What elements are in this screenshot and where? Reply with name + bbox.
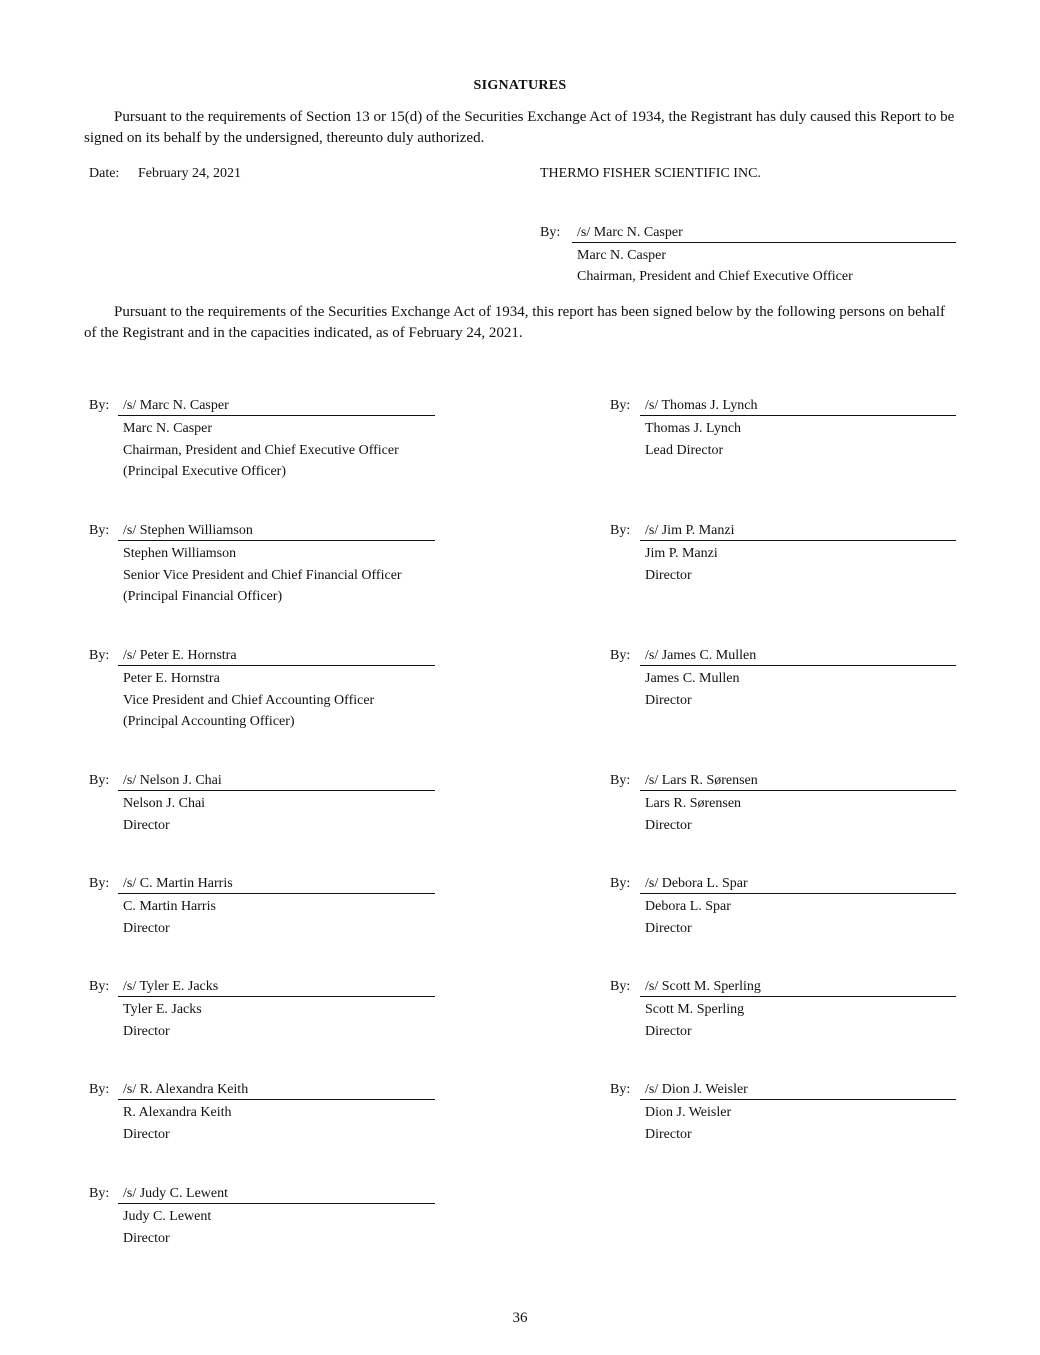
signer-title: Director <box>123 817 170 833</box>
signature-line <box>640 790 956 791</box>
signature-line <box>118 540 435 541</box>
signed-name: /s/ Jim P. Manzi <box>645 523 735 538</box>
second-paragraph: Pursuant to the requirements of the Securities Exchange Act of 1934, this report has been signed below by the following persons on behalf of the Registrant and in the capacities indicated, as of February 24, 2021. <box>84 304 946 341</box>
signer-name: Scott M. Sperling <box>645 1002 745 1017</box>
signature-line <box>118 893 435 894</box>
signature-line <box>118 1099 435 1100</box>
by-label: By: <box>89 648 110 663</box>
signer-name: Nelson J. Chai <box>123 796 206 811</box>
signed-name: /s/ Lars R. Sørensen <box>645 773 758 788</box>
signed-name: /s/ Tyler E. Jacks <box>123 979 219 994</box>
signer-name: R. Alexandra Keith <box>123 1105 232 1120</box>
signed-name: /s/ Marc N. Casper <box>123 398 229 413</box>
company-name: THERMO FISHER SCIENTIFIC INC. <box>540 166 761 181</box>
date-value: February 24, 2021 <box>138 166 242 181</box>
intro-paragraph: Pursuant to the requirements of Section 13 or 15(d) of the Securities Exchange Act of 1934, the Registrant has duly caused this Report to be signed on its behalf by the undersigned, thereunto duly authorized. <box>84 109 955 146</box>
signer-name: Marc N. Casper <box>123 421 213 436</box>
signer-name: James C. Mullen <box>645 671 740 686</box>
by-label: By: <box>89 876 110 891</box>
signed-name: /s/ R. Alexandra Keith <box>123 1082 249 1097</box>
signer-title: Director <box>645 692 692 708</box>
signer-title: Director <box>645 920 692 936</box>
signed-name: /s/ Nelson J. Chai <box>123 773 222 788</box>
by-label: By: <box>610 773 631 788</box>
signed-name: /s/ Scott M. Sperling <box>645 979 761 994</box>
signature-line <box>640 540 956 541</box>
by-label: By: <box>89 523 110 538</box>
signer-title: Lead Director <box>645 442 724 458</box>
signer-title: (Principal Financial Officer) <box>123 589 283 604</box>
signature-line <box>640 1099 956 1100</box>
signature-line <box>640 893 956 894</box>
signer-name: C. Martin Harris <box>123 899 216 914</box>
signer-name: Tyler E. Jacks <box>123 1002 202 1017</box>
signature-line <box>640 996 956 997</box>
by-label: By: <box>89 773 110 788</box>
by-label: By: <box>89 1082 110 1097</box>
by-label: By: <box>610 398 631 413</box>
signed-name: /s/ Dion J. Weisler <box>645 1082 748 1097</box>
company-signer-title: Chairman, President and Chief Executive Officer <box>577 269 853 284</box>
by-label: By: <box>610 648 631 663</box>
signer-name: Dion J. Weisler <box>645 1105 732 1120</box>
signer-title: Director <box>645 1023 692 1039</box>
signed-name: /s/ James C. Mullen <box>645 648 757 663</box>
signer-name: Peter E. Hornstra <box>123 671 220 686</box>
page-heading: SIGNATURES <box>473 78 567 93</box>
signature-line <box>118 665 435 666</box>
by-label: By: <box>610 876 631 891</box>
signer-title: Director <box>645 817 692 833</box>
signer-name: Thomas J. Lynch <box>645 421 742 436</box>
signer-name: Debora L. Spar <box>645 899 731 914</box>
signer-title: Vice President and Chief Accounting Officer <box>123 692 375 708</box>
company-by-label: By: <box>540 225 561 240</box>
signature-line <box>640 415 956 416</box>
signature-line <box>118 1203 435 1204</box>
signed-name: /s/ Debora L. Spar <box>645 876 748 891</box>
signer-title: Director <box>123 920 170 936</box>
signature-line <box>118 996 435 997</box>
signer-name: Lars R. Sørensen <box>645 796 742 811</box>
signer-title: (Principal Accounting Officer) <box>123 714 295 729</box>
signer-title: Director <box>123 1126 170 1142</box>
signer-title: Director <box>123 1023 170 1039</box>
by-label: By: <box>610 979 631 994</box>
signed-name: /s/ C. Martin Harris <box>123 876 233 891</box>
signer-title: Chairman, President and Chief Executive Officer <box>123 442 399 458</box>
signer-title: Director <box>645 567 692 583</box>
signer-name: Jim P. Manzi <box>645 546 718 561</box>
signer-title: Senior Vice President and Chief Financial Officer <box>123 567 402 583</box>
signature-line <box>118 415 435 416</box>
date-label: Date: <box>89 166 120 181</box>
page-number: 36 <box>512 1310 528 1326</box>
by-label: By: <box>89 979 110 994</box>
signer-name: Judy C. Lewent <box>123 1209 212 1224</box>
by-label: By: <box>89 398 110 413</box>
signer-title: Director <box>645 1126 692 1142</box>
company-signed-name: /s/ Marc N. Casper <box>577 225 683 240</box>
signed-name: /s/ Peter E. Hornstra <box>123 648 237 663</box>
company-signer-name: Marc N. Casper <box>577 248 667 263</box>
by-label: By: <box>610 1082 631 1097</box>
signer-name: Stephen Williamson <box>123 546 237 561</box>
signer-title: Director <box>123 1230 170 1246</box>
signed-name: /s/ Thomas J. Lynch <box>645 398 758 413</box>
signature-line <box>640 665 956 666</box>
signature-line <box>118 790 435 791</box>
by-label: By: <box>610 523 631 538</box>
signed-name: /s/ Judy C. Lewent <box>123 1186 228 1201</box>
company-signature-line <box>572 242 956 243</box>
signed-name: /s/ Stephen Williamson <box>123 523 253 538</box>
by-label: By: <box>89 1186 110 1201</box>
signer-title: (Principal Executive Officer) <box>123 464 287 479</box>
